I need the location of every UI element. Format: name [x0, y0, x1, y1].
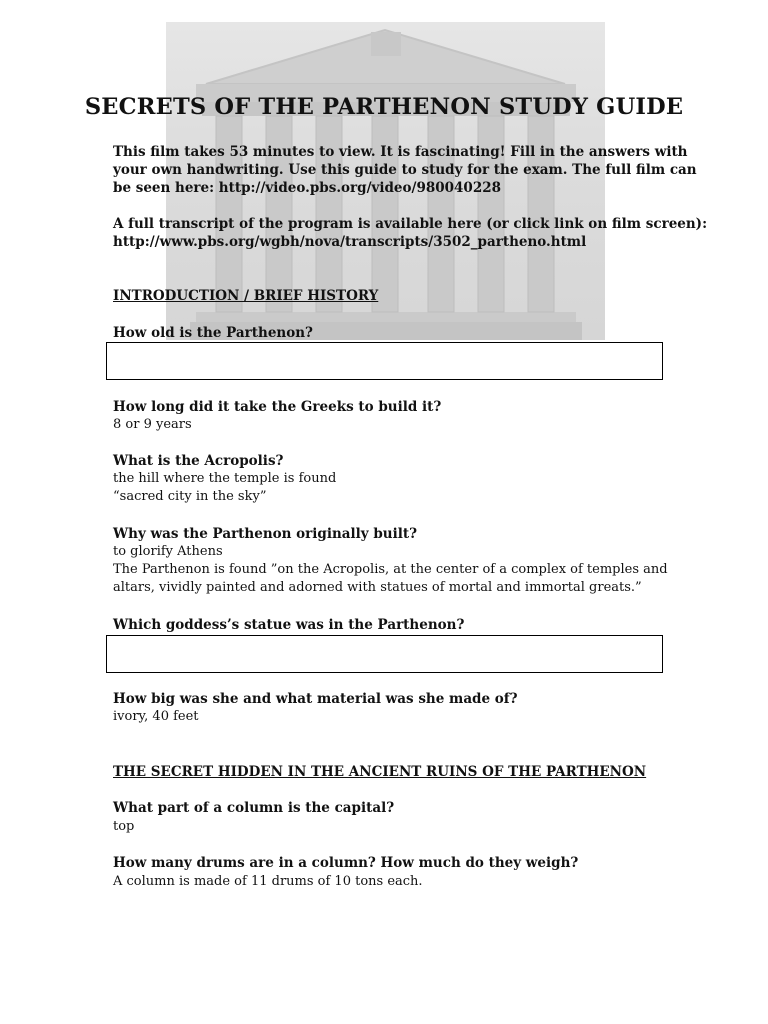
answer-box-goddess-statue[interactable] [106, 635, 663, 673]
question-goddess-statue: Which goddess’s statue was in the Parthenon? [113, 617, 465, 633]
answer-line: altars, vividly painted and adorned with statues of mortal and immortal greats.” [113, 580, 642, 595]
answer-capital [113, 818, 134, 836]
intro-paragraph-2 [113, 215, 708, 251]
answer-line: 8 or 9 years [113, 417, 192, 432]
video-link[interactable]: be seen here: http://video.pbs.org/video/980040228 [113, 180, 501, 196]
answer-line: “sacred city in the sky” [113, 489, 267, 504]
answer-line: to glorify Athens [113, 544, 223, 559]
intro-line: your own handwriting. Use this guide to study for the exam. The full film can [113, 162, 697, 178]
question-statue-size-material: How big was she and what material was she made of? [113, 691, 518, 707]
answer-statue-size-material [113, 708, 199, 726]
answer-line: ivory, 40 feet [113, 709, 199, 724]
question-build-time: How long did it take the Greeks to build it? [113, 399, 442, 415]
transcript-link[interactable]: http://www.pbs.org/wgbh/nova/transcripts/3502_partheno.html [113, 234, 587, 250]
question-acropolis: What is the Acropolis? [113, 453, 284, 469]
section-heading-introduction: INTRODUCTION / BRIEF HISTORY [113, 288, 379, 304]
answer-line: A column is made of 11 drums of 10 tons each. [113, 874, 423, 889]
question-how-old: How old is the Parthenon? [113, 325, 313, 341]
intro-line: A full transcript of the program is available here (or click link on film screen): [113, 216, 708, 232]
answer-acropolis [113, 470, 336, 506]
question-drums: How many drums are in a column? How much do they weigh? [113, 855, 579, 871]
section-heading-secret: THE SECRET HIDDEN IN THE ANCIENT RUINS OF THE PARTHENON [113, 764, 647, 780]
answer-line: top [113, 819, 135, 834]
question-why-built: Why was the Parthenon originally built? [113, 526, 417, 542]
answer-why-built [113, 543, 668, 597]
page-title: SECRETS OF THE PARTHENON STUDY GUIDE [84, 94, 684, 120]
answer-build-time [113, 416, 192, 434]
answer-drums [113, 873, 423, 891]
intro-line: This film takes 53 minutes to view. It is fascinating! Fill in the answers with [113, 144, 688, 160]
question-capital: What part of a column is the capital? [113, 800, 395, 816]
answer-line: The Parthenon is found ”on the Acropolis, at the center of a complex of temples and [113, 562, 668, 577]
answer-line: the hill where the temple is found [113, 471, 337, 486]
answer-box-how-old[interactable] [106, 342, 663, 380]
intro-paragraph-1 [113, 143, 697, 197]
